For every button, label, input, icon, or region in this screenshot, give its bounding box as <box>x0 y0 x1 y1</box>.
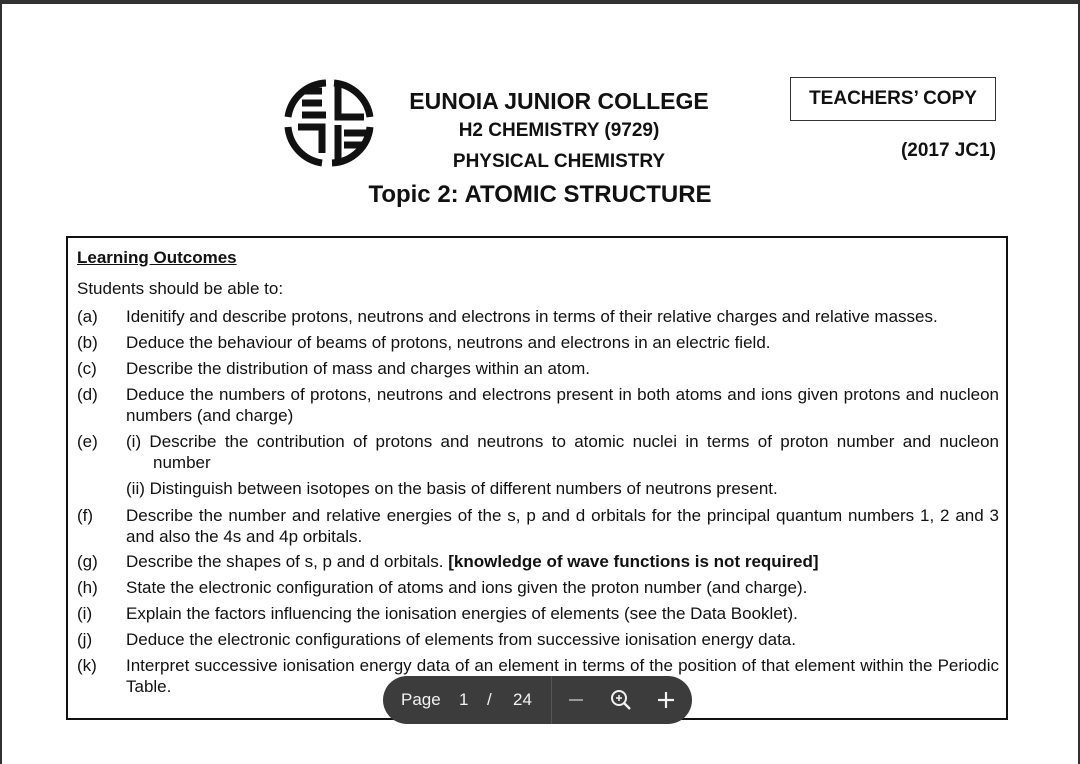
outcome-text: Deduce the numbers of protons, neutrons and electrons present in both atoms and ions given protons and nucleon numbers (and charge) <box>126 385 999 425</box>
outcome-label: (c) <box>77 359 97 378</box>
outcome-text: Explain the factors influencing the ionisation energies of elements (see the Data Booklet). <box>126 604 798 623</box>
outcome-text: Deduce the behaviour of beams of protons, neutrons and electrons in an electric field. <box>126 333 771 352</box>
total-pages: 24 <box>513 690 532 709</box>
outcome-text-group <box>126 551 999 572</box>
zoom-in-button[interactable] <box>651 685 681 715</box>
outcome-text: Idenitify and describe protons, neutrons and electrons in terms of their relative charges and relative masses. <box>126 307 938 326</box>
copy-label-box <box>790 77 996 121</box>
learning-outcomes-title: Learning Outcomes <box>77 248 237 267</box>
year-label: (2017 JC1) <box>900 140 996 161</box>
outcome-text: State the electronic configuration of atoms and ions given the proton number (and charge). <box>126 578 808 597</box>
toolbar-divider <box>551 676 552 724</box>
plus-icon <box>651 685 681 715</box>
outcome-label: (i) <box>77 604 93 623</box>
minus-icon <box>561 685 591 715</box>
college-logo <box>282 77 376 167</box>
page-label: Page <box>401 690 441 709</box>
outcome-label: (e) <box>77 432 98 451</box>
outcome-label: (f) <box>77 506 94 525</box>
outcome-label: (b) <box>77 333 98 352</box>
college-name: EUNOIA JUNIOR COLLEGE <box>409 88 709 114</box>
outcome-text: Describe the distribution of mass and charges within an atom. <box>126 359 590 378</box>
outcome-text: Interpret successive ionisation energy data of an element in terms of the position of that element within the Periodic Table. <box>126 656 999 696</box>
copy-label: TEACHERS’ COPY <box>809 88 977 109</box>
outcome-label: (a) <box>77 307 98 326</box>
outcome-emphasis: [knowledge of wave functions is not required] <box>448 552 819 571</box>
outcome-label: (k) <box>77 656 97 675</box>
pdf-viewer-toolbar <box>383 676 692 724</box>
outcome-text: Deduce the electronic configurations of elements from successive ionisation energy data. <box>126 630 796 649</box>
outcome-text: Describe the number and relative energies of the s, p and d orbitals for the principal quantum numbers 1, 2 and 3 and also the 4s and 4p orbitals. <box>126 506 999 546</box>
learning-outcomes-intro: Students should be able to: <box>77 279 284 298</box>
outcome-label: (g) <box>77 552 98 571</box>
subject-title: H2 CHEMISTRY (9729) <box>458 120 660 141</box>
zoom-out-button[interactable] <box>561 685 591 715</box>
outcome-label: (d) <box>77 385 98 404</box>
outcome-text: (i) Describe the contribution of protons and neutrons to atomic nuclei in terms of proton number and nucleon number <box>126 432 999 472</box>
zoom-fit-button[interactable] <box>606 685 636 715</box>
magnifier-plus-icon <box>606 685 636 715</box>
outcome-text: Describe the shapes of s, p and d orbitals. <box>126 552 444 571</box>
outcome-label: (h) <box>77 578 98 597</box>
current-page-input[interactable]: 1 <box>459 690 469 709</box>
page-separator: / <box>487 690 492 709</box>
outcome-label: (j) <box>77 630 93 649</box>
branch-title: PHYSICAL CHEMISTRY <box>452 151 666 172</box>
outcome-text: (ii) Distinguish between isotopes on the basis of different numbers of neutrons present. <box>126 479 778 498</box>
topic-title: Topic 2: ATOMIC STRUCTURE <box>368 181 712 208</box>
